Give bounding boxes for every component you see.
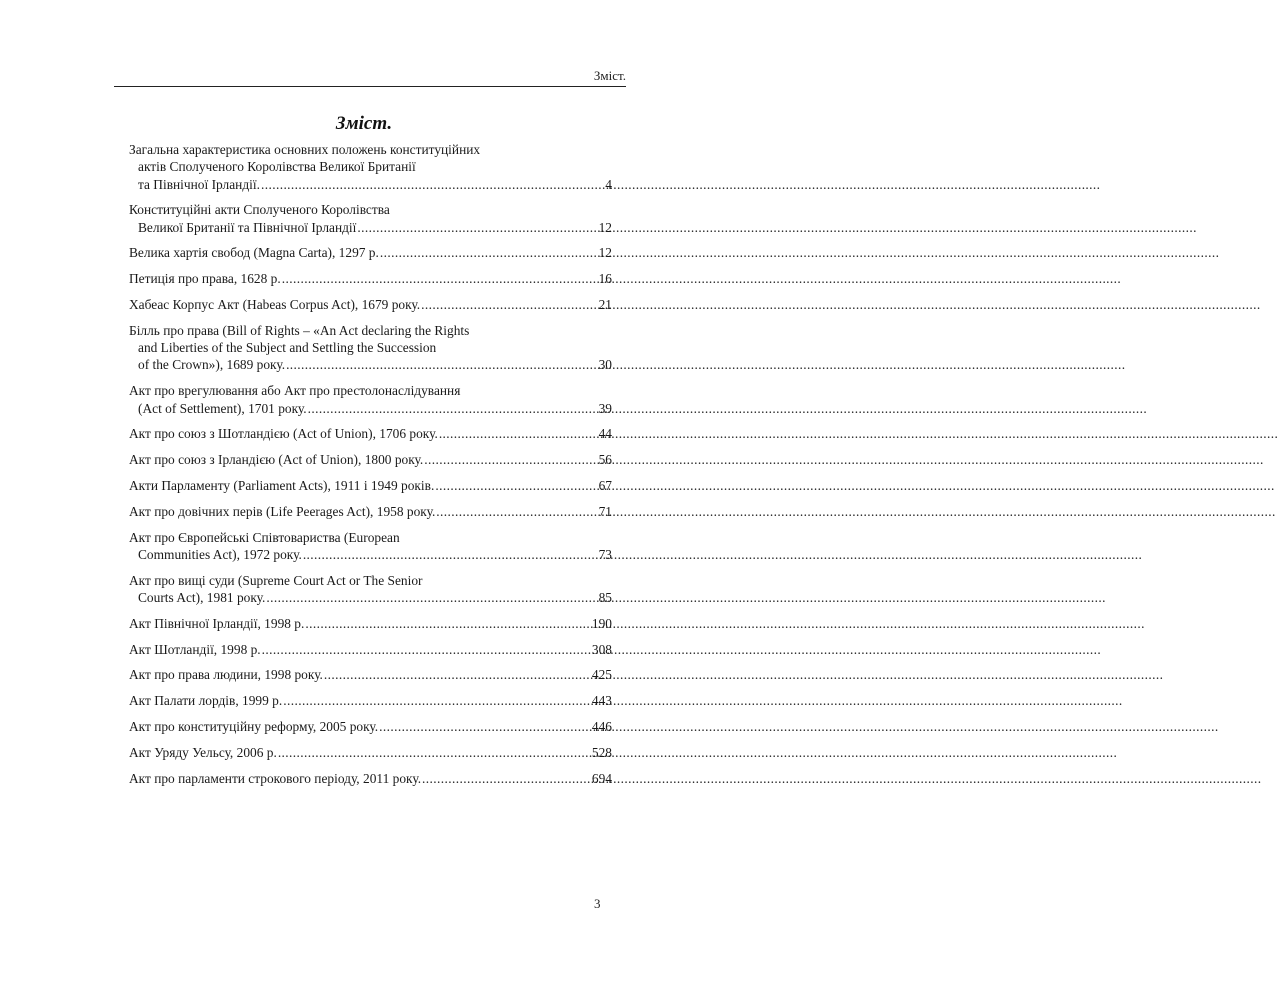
toc-entry: [129, 477, 612, 494]
toc-entry-page: 694: [591, 770, 612, 786]
toc-entry-page: 4: [605, 176, 612, 192]
dot-leader: [286, 356, 598, 373]
toc-entry-page: 16: [598, 271, 612, 287]
toc-entry: [129, 244, 612, 261]
toc-entry-line: [129, 718, 612, 735]
toc-entry-text: Акт про довічних перів (Life Peerages Act), 1958 року.: [129, 503, 436, 519]
dot-leader: [282, 270, 598, 287]
dot-leader: [439, 425, 598, 442]
page-number: 3: [594, 896, 601, 911]
toc-entry-text: та Північної Ірландії.: [138, 176, 260, 192]
toc-entry-text: Великої Британії та Північної Ірландії: [138, 219, 357, 235]
toc-entry-text: Акт про союз з Шотландією (Act of Union), 1706 року.: [129, 426, 438, 442]
toc-entry-page: 73: [598, 546, 612, 562]
toc-entry-page: 425: [591, 667, 612, 683]
toc-entry: [129, 744, 612, 761]
toc-entry-line: [129, 356, 612, 373]
toc-entry-page: 190: [591, 615, 612, 631]
toc-entry-text: Акт про вищі суди (Supreme Court Act or The Senior: [129, 572, 423, 588]
toc-entry-text: Петиція про права, 1628 р.: [129, 271, 281, 287]
toc-entry: [129, 382, 612, 417]
toc-entry-page: 30: [598, 357, 612, 373]
toc-entry-page: 44: [598, 426, 612, 442]
toc-entry: [129, 666, 612, 683]
toc-entry-text: Хабеас Корпус Акт (Habeas Corpus Act), 1679 року.: [129, 297, 421, 313]
toc-entry-text: Акти Парламенту (Parliament Acts), 1911 і 1949 років.: [129, 477, 435, 493]
toc-entry-page: 85: [598, 589, 612, 605]
toc-entry-line: [129, 201, 612, 218]
toc-entry-line: [129, 451, 612, 468]
toc-entry: [129, 425, 612, 442]
toc-entry-text: Акт Шотландії, 1998 р.: [129, 641, 261, 657]
toc-entry-text: Велика хартія свобод (Magna Carta), 1297 р.: [129, 245, 379, 261]
toc-entry-line: [129, 219, 612, 236]
toc-entry-page: 12: [598, 219, 612, 235]
dot-leader: [380, 244, 598, 261]
toc-entry-line: [129, 270, 612, 287]
toc-entry-text: and Liberties of the Subject and Settling the Succession: [138, 340, 437, 356]
toc-entry-line: [129, 296, 612, 313]
toc-entry-line: [129, 529, 612, 546]
dot-leader: [262, 641, 591, 658]
toc-entry-text: Акт про права людини, 1998 року.: [129, 667, 323, 683]
toc-entry-page: 21: [598, 297, 612, 313]
dot-leader: [379, 718, 591, 735]
toc-entry-line: [129, 770, 612, 787]
toc-entry: [129, 296, 612, 313]
toc-entry-text: Загальна характеристика основних положень конституційних: [129, 142, 481, 157]
dot-leader: [266, 589, 597, 606]
running-header-title: Зміст.: [593, 68, 626, 83]
toc-entry-line: [129, 339, 612, 356]
table-of-contents: [129, 141, 612, 795]
toc-entry-page: 443: [591, 693, 612, 709]
toc-entry-line: [129, 176, 612, 193]
toc-entry-text: Courts Act), 1981 року.: [138, 589, 266, 605]
toc-entry-line: [129, 158, 612, 175]
toc-entry-text: of the Crown»), 1689 року.: [138, 357, 286, 373]
toc-entry-page: 308: [591, 641, 612, 657]
toc-entry-text: Акт про парламенти строкового періоду, 2011 року.: [129, 770, 422, 786]
dot-leader: [424, 451, 597, 468]
toc-entry-page: 528: [591, 744, 612, 760]
toc-entry-text: Акт Уряду Уельсу, 2006 р.: [129, 744, 277, 760]
running-header: [114, 66, 626, 87]
toc-entry: [129, 201, 612, 236]
toc-entry: [129, 141, 612, 193]
dot-leader: [305, 615, 591, 632]
toc-entry-text: Конституційні акти Сполученого Королівства: [129, 202, 390, 218]
toc-entry-line: [129, 141, 612, 158]
toc-entry: [129, 770, 612, 787]
dot-leader: [422, 770, 591, 787]
toc-entry: [129, 692, 612, 709]
dot-leader: [303, 546, 598, 563]
toc-entry-line: [129, 322, 612, 339]
toc-entry-text: Акт Північної Ірландії, 1998 р.: [129, 615, 305, 631]
dot-leader: [421, 296, 597, 313]
dot-leader: [278, 744, 591, 761]
toc-entry-line: [129, 615, 612, 632]
toc-entry-text: Білль про права (Bill of Rights – «An Act declaring the Rights: [129, 322, 470, 338]
toc-entry: [129, 615, 612, 632]
toc-entry-line: [129, 692, 612, 709]
toc-entry: [129, 451, 612, 468]
dot-leader: [261, 176, 604, 193]
toc-entry-text: Акт про союз з Ірландією (Act of Union), 1800 року.: [129, 452, 424, 468]
toc-entry-line: [129, 546, 612, 563]
dot-leader: [308, 400, 598, 417]
toc-entry-page: 71: [598, 503, 612, 519]
toc-entry: [129, 503, 612, 520]
toc-entry: [129, 572, 612, 607]
toc-entry-line: [129, 477, 612, 494]
toc-entry-text: (Act of Settlement), 1701 року.: [138, 400, 307, 416]
toc-entry: [129, 641, 612, 658]
toc-entry-line: [129, 641, 612, 658]
toc-entry: [129, 718, 612, 735]
dot-leader: [436, 503, 597, 520]
toc-entry-text: Communities Act), 1972 року.: [138, 546, 302, 562]
toc-entry-line: [129, 589, 612, 606]
toc-entry-line: [129, 572, 612, 589]
toc-title: Зміст.: [335, 113, 393, 134]
toc-entry-text: Акт про Європейські Співтовариства (European: [129, 529, 400, 545]
toc-entry-page: 39: [598, 400, 612, 416]
toc-entry: [129, 270, 612, 287]
toc-entry-text: Акт Палати лордів, 1999 р.: [129, 693, 283, 709]
toc-entry-line: [129, 503, 612, 520]
toc-entry-page: 56: [598, 452, 612, 468]
toc-entry-text: актів Сполученого Королівства Великої Британії: [138, 159, 416, 175]
dot-leader: [283, 692, 591, 709]
toc-entry-line: [129, 425, 612, 442]
toc-entry-line: [129, 382, 612, 399]
toc-entry-page: 446: [591, 718, 612, 734]
toc-entry-text: Акт про врегулювання або Акт про престолонаслідування: [129, 383, 461, 399]
toc-entry: [129, 529, 612, 564]
toc-entry-page: 67: [598, 477, 612, 493]
toc-entry-line: [129, 744, 612, 761]
toc-entry-page: 12: [598, 245, 612, 261]
toc-entry-line: [129, 400, 612, 417]
toc-entry: [129, 322, 612, 374]
toc-entry-line: [129, 244, 612, 261]
dot-leader: [435, 477, 597, 494]
toc-entry-text: Акт про конституційну реформу, 2005 року.: [129, 718, 379, 734]
toc-entry-line: [129, 666, 612, 683]
dot-leader: [357, 219, 597, 236]
dot-leader: [324, 666, 591, 683]
